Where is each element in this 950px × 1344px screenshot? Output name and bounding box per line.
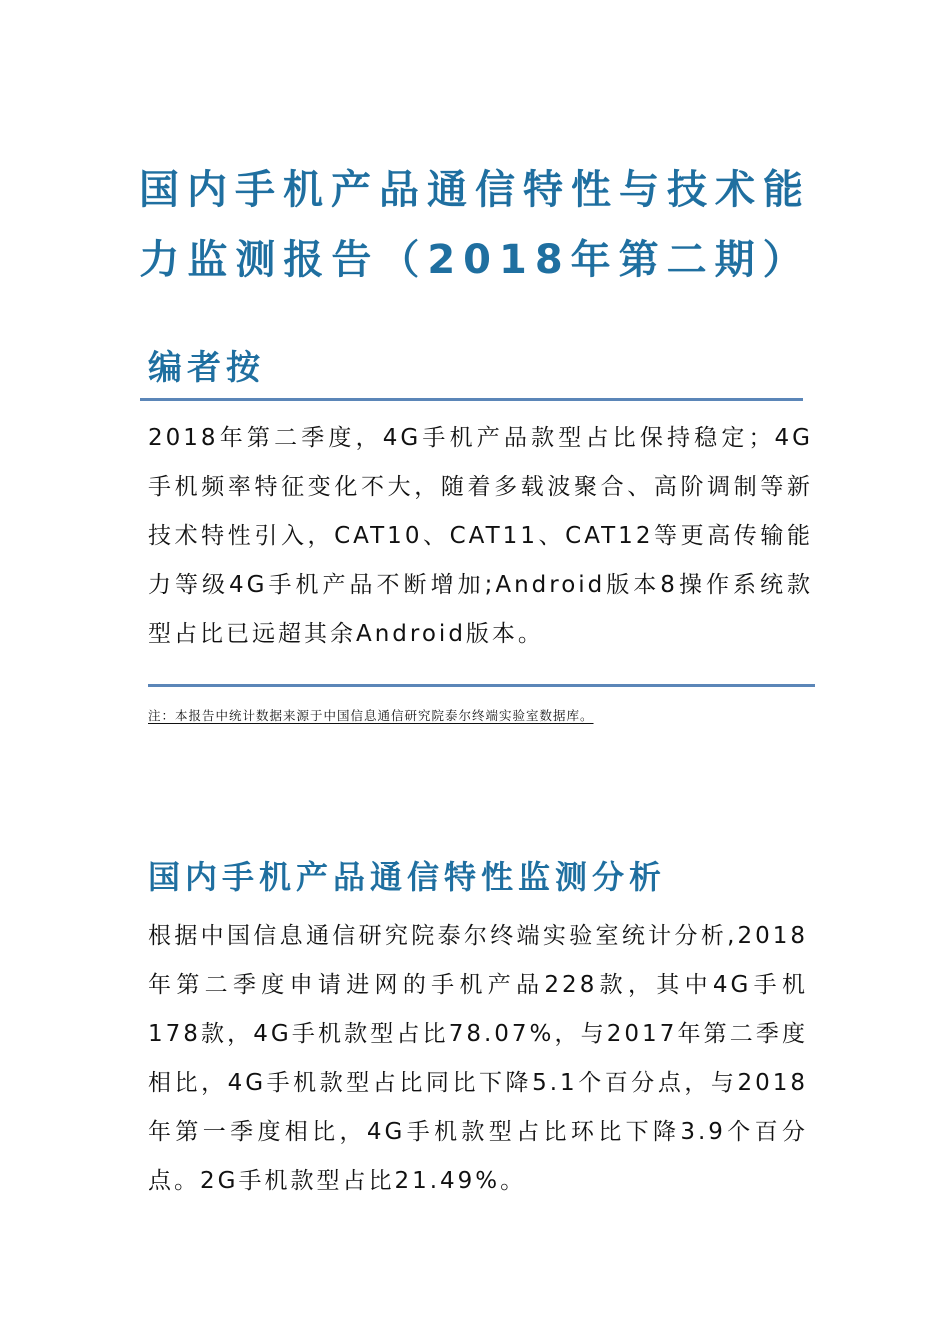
analysis-heading: 国内手机产品通信特性监测分析 — [148, 858, 667, 896]
report-title-line-1: 国内手机产品通信特性与技术能 — [139, 166, 811, 213]
analysis-body: 根据中国信息通信研究院泰尔终端实验室统计分析,2018年第二季度申请进网的手机产品228款，其中4G手机178款，4G手机款型占比78.07%，与2017年第二季度相比，4G手机款型占比同比下降5.1个百分点，与2018年第一季度相比，4G手机款型占比环比下降3.9个百分点。2G手机款型占比21.49%。 — [148, 923, 808, 1194]
editor-note-body: 2018年第二季度，4G手机产品款型占比保持稳定；4G手机频率特征变化不大，随着多载波聚合、高阶调制等新技术特性引入，CAT10、CAT11、CAT12等更高传输能力等级4G手机产品不断增加;Android版本8操作系统款型占比已远超其余Android版本。 — [148, 425, 813, 647]
editor-note-top-divider — [140, 398, 803, 401]
report-title-line-2: 力监测报告（2018年第二期） — [139, 236, 811, 283]
editor-note-bottom-divider — [148, 684, 815, 687]
editor-note-heading: 编者按 — [148, 348, 265, 388]
report-title — [100, 155, 850, 295]
data-source-footnote: 注：本报告中统计数据来源于中国信息通信研究院泰尔终端实验室数据库。 — [148, 708, 594, 723]
